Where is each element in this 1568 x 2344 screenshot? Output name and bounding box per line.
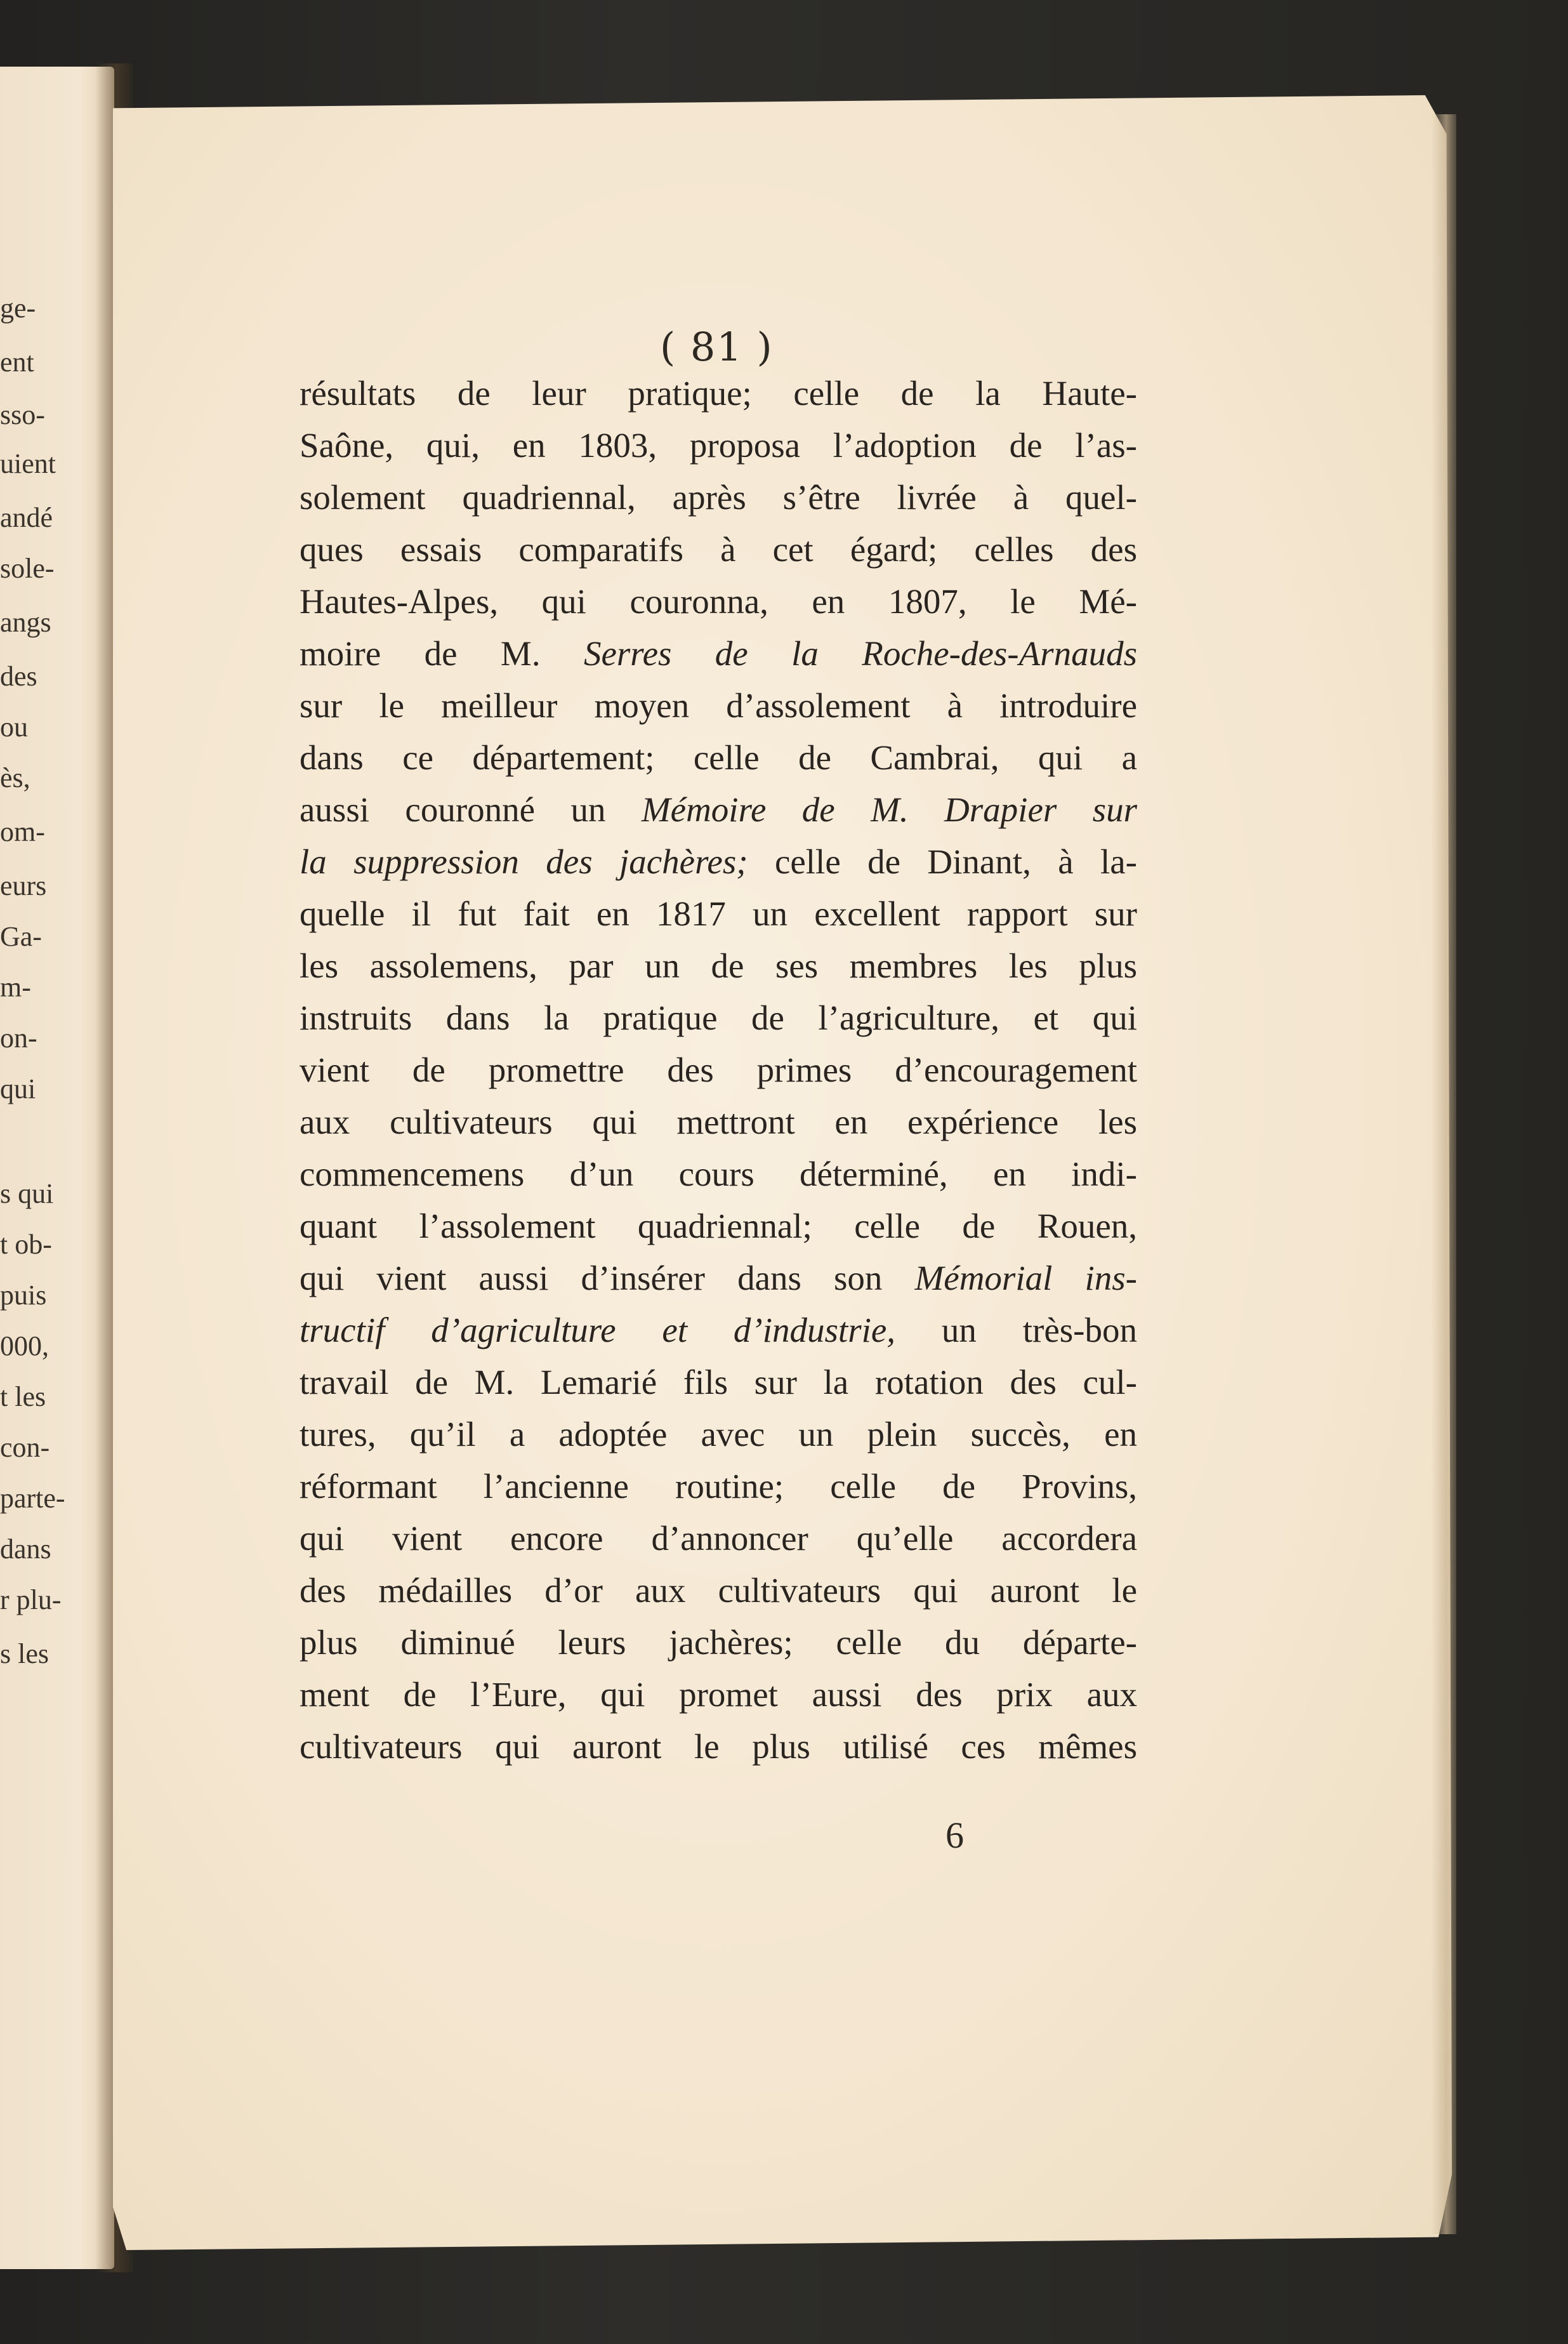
left-page-fragment: 000, — [0, 1330, 49, 1361]
text-line: dans ce département; celle de Cambrai, qui a — [300, 738, 1137, 777]
left-page-fragment: puis — [0, 1280, 47, 1311]
text-line: quant l’assolement quadriennal; celle de Rouen, — [300, 1207, 1137, 1245]
text-line: Saône, qui, en 1803, proposa l’adoption de l’as- — [300, 426, 1137, 465]
text-line: aux cultivateurs qui mettront en expérience les — [300, 1102, 1137, 1141]
left-page-fragment: uient — [0, 448, 56, 479]
left-page-fragment: dans — [0, 1533, 51, 1565]
text-line: vient de promettre des primes d’encouragement — [300, 1050, 1137, 1089]
left-page-fragment: om- — [0, 816, 45, 847]
text-line: ment de l’Eure, qui promet aussi des prix aux — [300, 1675, 1137, 1714]
text-line: instruits dans la pratique de l’agriculture, et qui — [300, 998, 1137, 1037]
text-line: cultivateurs qui auront le plus utilisé ces mêmes — [300, 1727, 1137, 1766]
left-page-fragment: qui — [0, 1073, 36, 1104]
text-line: les assolemens, par un de ses membres les plus — [300, 946, 1137, 985]
left-page-fragment: ès, — [0, 762, 30, 793]
left-page-fragment: s les — [0, 1638, 49, 1669]
text-line: résultats de leur pratique; celle de la Haute- — [300, 374, 1137, 413]
text-line: quelle il fut fait en 1817 un excellent rapport sur — [300, 894, 1137, 933]
text-line: qui vient encore d’annoncer qu’elle accordera — [300, 1519, 1137, 1558]
text-line: qui vient aussi d’insérer dans son Mémorial ins- — [300, 1259, 1137, 1297]
left-page-fragment: andé — [0, 502, 53, 533]
text-line: réformant l’ancienne routine; celle de Provins, — [300, 1467, 1137, 1506]
left-page-fragment: r plu- — [0, 1584, 62, 1615]
text-line: plus diminué leurs jachères; celle du départe- — [300, 1623, 1137, 1662]
left-page-fragment: ge- — [0, 293, 36, 324]
left-page-fragment: t ob- — [0, 1229, 52, 1260]
text-line: tures, qu’il a adoptée avec un plein succès, en — [300, 1415, 1137, 1453]
text-line: ques essais comparatifs à cet égard; celles des — [300, 530, 1137, 569]
left-page-fragment: sole- — [0, 553, 55, 584]
text-line: solement quadriennal, après s’être livrée à quel- — [300, 478, 1137, 517]
left-page-fragment: des — [0, 661, 37, 692]
page-number: ( 81 ) — [660, 324, 774, 370]
text-line: travail de M. Lemarié fils sur la rotation des cul- — [300, 1363, 1137, 1401]
text-line: tructif d’agriculture et d’industrie, un très-bon — [300, 1311, 1137, 1349]
left-page-fragment: m- — [0, 972, 31, 1003]
left-page-fragment: ou — [0, 712, 28, 743]
text-line: la suppression des jachères; celle de Dinant, à la- — [300, 842, 1137, 881]
text-line: moire de M. Serres de la Roche-des-Arnauds — [300, 634, 1137, 673]
left-page-fragment: parte- — [0, 1483, 65, 1514]
text-line: aussi couronné un Mémoire de M. Drapier sur — [300, 790, 1137, 829]
left-page-fragment: s qui — [0, 1178, 54, 1209]
signature-mark: 6 — [945, 1815, 964, 1856]
page-edge — [1431, 114, 1456, 2234]
text-line: sur le meilleur moyen d’assolement à introduire — [300, 686, 1137, 725]
text-line: des médailles d’or aux cultivateurs qui auront le — [300, 1571, 1137, 1610]
left-page-fragment: on- — [0, 1023, 37, 1054]
left-page-fragment: angs — [0, 607, 51, 638]
left-page-fragment: ent — [0, 347, 34, 378]
left-page-fragment: sso- — [0, 399, 45, 430]
text-line: commencemens d’un cours déterminé, en indi- — [300, 1155, 1137, 1193]
left-page-fragment: t les — [0, 1381, 46, 1412]
text-line: Hautes-Alpes, qui couronna, en 1807, le Mé- — [300, 582, 1137, 621]
left-page-fragment: eurs — [0, 870, 47, 901]
left-page-fragment: con- — [0, 1432, 50, 1463]
left-page-fragment: Ga- — [0, 921, 42, 952]
